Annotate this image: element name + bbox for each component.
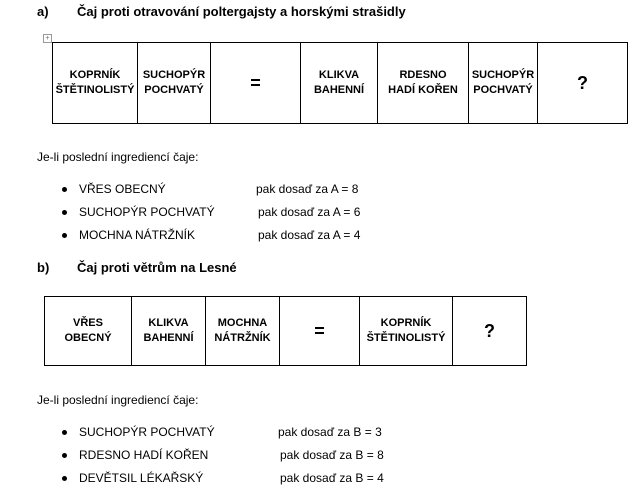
table-b-cell-1 bbox=[45, 297, 132, 366]
table-a-cell-6 bbox=[469, 43, 538, 124]
section-a-conditions bbox=[62, 178, 562, 247]
table-b-equals-text: = bbox=[314, 320, 325, 341]
table-a-cell-1 bbox=[53, 43, 138, 124]
table-a-cell-4-text: KLIKVA BAHENNÍ bbox=[313, 69, 365, 96]
table-b-cell-3-text: MOCHNA NÁTRŽNÍK bbox=[214, 317, 271, 344]
table-a-cell-2 bbox=[138, 43, 211, 124]
list-item bbox=[62, 178, 562, 201]
table-a-equals bbox=[211, 43, 301, 124]
table-b-row bbox=[45, 297, 527, 366]
condition-result: pak dosaď za A = 6 bbox=[258, 205, 361, 219]
condition-ingredient: VŘES OBECNÝ bbox=[79, 182, 166, 196]
table-b-cell-3 bbox=[206, 297, 280, 366]
table-a-equals-text: = bbox=[250, 72, 261, 93]
table-b-equals bbox=[280, 297, 360, 366]
condition-result: pak dosaď za B = 3 bbox=[278, 425, 382, 439]
bullet-icon bbox=[62, 476, 67, 481]
condition-ingredient: RDESNO HADÍ KOŘEN bbox=[79, 448, 209, 462]
table-b bbox=[44, 296, 527, 366]
list-item bbox=[62, 421, 562, 444]
table-a-question-text: ? bbox=[577, 72, 588, 93]
table-a-question bbox=[538, 43, 628, 124]
table-a bbox=[52, 42, 628, 124]
table-b-cell-5-text: KOPRNÍK ŠTĚTINOLISTÝ bbox=[366, 317, 446, 344]
list-item bbox=[62, 224, 562, 247]
section-b-title: Čaj proti větrům na Lesné bbox=[77, 260, 237, 275]
table-b-question bbox=[453, 297, 527, 366]
table-b-cell-5 bbox=[360, 297, 453, 366]
section-b-label: b) bbox=[37, 260, 50, 275]
section-b-intro: Je-li poslední ingrediencí čaje: bbox=[37, 393, 199, 407]
table-a-cell-2-text: SUCHOPÝR POCHVATÝ bbox=[142, 69, 206, 96]
table-b-question-text: ? bbox=[484, 320, 495, 341]
list-item bbox=[62, 467, 562, 490]
section-a-intro: Je-li poslední ingrediencí čaje: bbox=[37, 150, 199, 164]
condition-result: pak dosaď za A = 8 bbox=[256, 182, 359, 196]
bullet-icon bbox=[62, 187, 67, 192]
section-a-label: a) bbox=[37, 4, 49, 19]
list-item bbox=[62, 444, 562, 467]
table-b-cell-2 bbox=[132, 297, 206, 366]
condition-ingredient: MOCHNA NÁTRŽNÍK bbox=[79, 228, 196, 242]
list-item bbox=[62, 201, 562, 224]
table-b-cell-2-text: KLIKVA BAHENNÍ bbox=[143, 317, 194, 344]
bullet-icon bbox=[62, 233, 67, 238]
condition-result: pak dosaď za B = 8 bbox=[280, 448, 384, 462]
condition-ingredient: SUCHOPÝR POCHVATÝ bbox=[79, 205, 215, 219]
table-a-cell-5-text: RDESNO HADÍ KOŘEN bbox=[388, 69, 458, 96]
section-a-title: Čaj proti otravování poltergajsty a horskými strašidly bbox=[77, 4, 406, 19]
section-a-heading bbox=[37, 4, 627, 22]
condition-ingredient: SUCHOPÝR POCHVATÝ bbox=[79, 425, 215, 439]
bullet-icon bbox=[62, 210, 67, 215]
table-b-cell-1-text: VŘES OBECNÝ bbox=[64, 317, 112, 344]
table-a-cell-6-text: SUCHOPÝR POCHVATÝ bbox=[471, 69, 535, 96]
section-b-conditions bbox=[62, 421, 562, 490]
section-b-heading bbox=[37, 260, 437, 278]
condition-result: pak dosaď za A = 4 bbox=[258, 228, 361, 242]
table-a-cell-4 bbox=[301, 43, 378, 124]
bullet-icon bbox=[62, 453, 67, 458]
condition-result: pak dosaď za B = 4 bbox=[280, 471, 384, 485]
table-a-row bbox=[53, 43, 628, 124]
table-anchor-icon: + bbox=[43, 34, 52, 43]
bullet-icon bbox=[62, 430, 67, 435]
condition-ingredient: DEVĚTSIL LÉKAŘSKÝ bbox=[79, 471, 204, 485]
table-a-cell-1-text: KOPRNÍK ŠTĚTINOLISTÝ bbox=[55, 69, 135, 96]
table-a-cell-5 bbox=[378, 43, 469, 124]
